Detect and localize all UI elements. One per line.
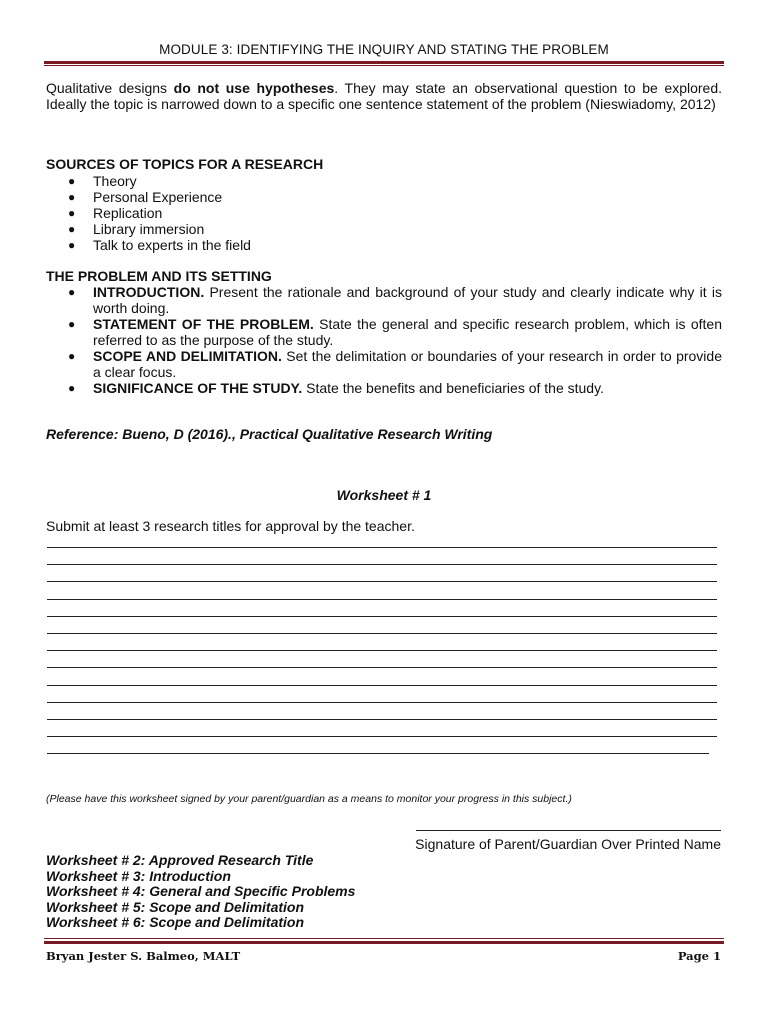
- list-item-term: INTRODUCTION.: [93, 284, 205, 300]
- bullet-icon: ●: [68, 238, 76, 252]
- bullet-icon: ●: [68, 317, 76, 331]
- bullet-icon: ●: [68, 206, 76, 220]
- list-item: [46, 221, 722, 237]
- list-item: [46, 189, 722, 205]
- intro-text-2: . They may state an observational question to be explored. Ideally the topic is narrowed down to a specific one sentence statement of the problem (Nieswiadomy, 2012): [46, 80, 722, 112]
- list-item: Worksheet # 2: Approved Research Title: [46, 852, 314, 868]
- bullet-icon: ●: [68, 381, 76, 395]
- intro-paragraph: [46, 80, 722, 112]
- answer-line[interactable]: [47, 564, 717, 565]
- intro-text-1: Qualitative designs: [46, 80, 174, 96]
- answer-line[interactable]: [47, 581, 717, 582]
- list-item-term: STATEMENT OF THE PROBLEM.: [93, 316, 314, 332]
- header-rule: [44, 61, 724, 66]
- list-item-text: State the benefits and beneficiaries of the study.: [302, 380, 604, 396]
- worksheet-instruction: Submit at least 3 research titles for approval by the teacher.: [46, 518, 415, 534]
- setting-list: [46, 284, 722, 396]
- list-item: [46, 380, 722, 396]
- list-item-text: Present the rationale and background of your study and clearly indicate why it is worth doing.: [93, 284, 722, 316]
- answer-line[interactable]: [47, 616, 717, 617]
- list-item-term: SCOPE AND DELIMITATION.: [93, 348, 282, 364]
- answer-line[interactable]: [47, 599, 717, 600]
- bullet-icon: ●: [68, 222, 76, 236]
- list-item: [46, 205, 722, 221]
- sources-list: [46, 173, 722, 253]
- list-item-text: Set the delimitation or boundaries of your research in order to provide a clear focus.: [93, 348, 722, 380]
- list-item: [46, 348, 722, 380]
- footer-rule: [44, 938, 724, 944]
- list-item: [46, 237, 722, 253]
- answer-line[interactable]: [47, 702, 717, 703]
- reference-citation: Reference: Bueno, D (2016)., Practical Qualitative Research Writing: [46, 426, 493, 442]
- list-item-text: State the general and specific research problem, which is often referred to as the purpose of the study.: [93, 316, 722, 348]
- intro-bold-text: do not use hypotheses: [173, 80, 335, 96]
- list-item-label: Replication: [93, 205, 163, 221]
- answer-line[interactable]: [47, 685, 717, 686]
- list-item: Worksheet # 3: Introduction: [46, 867, 231, 884]
- signature-line[interactable]: [416, 830, 721, 831]
- answer-line[interactable]: [47, 650, 717, 651]
- list-item: Worksheet # 4: General and Specific Problems: [46, 883, 356, 899]
- setting-heading: THE PROBLEM AND ITS SETTING: [46, 268, 272, 284]
- answer-line[interactable]: [47, 633, 717, 634]
- answer-line[interactable]: [47, 547, 717, 548]
- list-item-term: SIGNIFICANCE OF THE STUDY.: [93, 380, 303, 396]
- module-title: MODULE 3: IDENTIFYING THE INQUIRY AND STATING THE PROBLEM: [159, 42, 609, 57]
- answer-line[interactable]: [47, 753, 709, 754]
- footer-author: Bryan Jester S. Balmeo, MALT: [46, 949, 241, 963]
- list-item: Worksheet # 5: Scope and Delimitation: [46, 898, 305, 915]
- list-item: Worksheet # 6: Scope and Delimitation: [46, 914, 305, 930]
- list-item: [46, 284, 722, 316]
- worksheet-title: Worksheet # 1: [336, 487, 432, 503]
- signature-note: (Please have this worksheet signed by your parent/guardian as a means to monitor your progress in this subject.): [46, 793, 572, 805]
- bullet-icon: ●: [68, 349, 76, 363]
- answer-line[interactable]: [47, 667, 717, 668]
- bullet-icon: ●: [68, 190, 76, 204]
- bullet-icon: ●: [68, 285, 76, 299]
- list-item-label: Talk to experts in the field: [93, 237, 251, 253]
- worksheet-list: [46, 853, 355, 931]
- list-item-label: Library immersion: [93, 221, 205, 237]
- list-item-label: Theory: [93, 173, 137, 189]
- signature-label: Signature of Parent/Guardian Over Printed Name: [415, 836, 721, 852]
- page-number: Page 1: [677, 949, 721, 963]
- sources-heading: SOURCES OF TOPICS FOR A RESEARCH: [46, 156, 324, 172]
- answer-line[interactable]: [47, 736, 717, 737]
- list-item: [46, 173, 722, 189]
- answer-line[interactable]: [47, 719, 717, 720]
- list-item: [46, 316, 722, 348]
- bullet-icon: ●: [68, 174, 76, 188]
- list-item-label: Personal Experience: [93, 189, 223, 205]
